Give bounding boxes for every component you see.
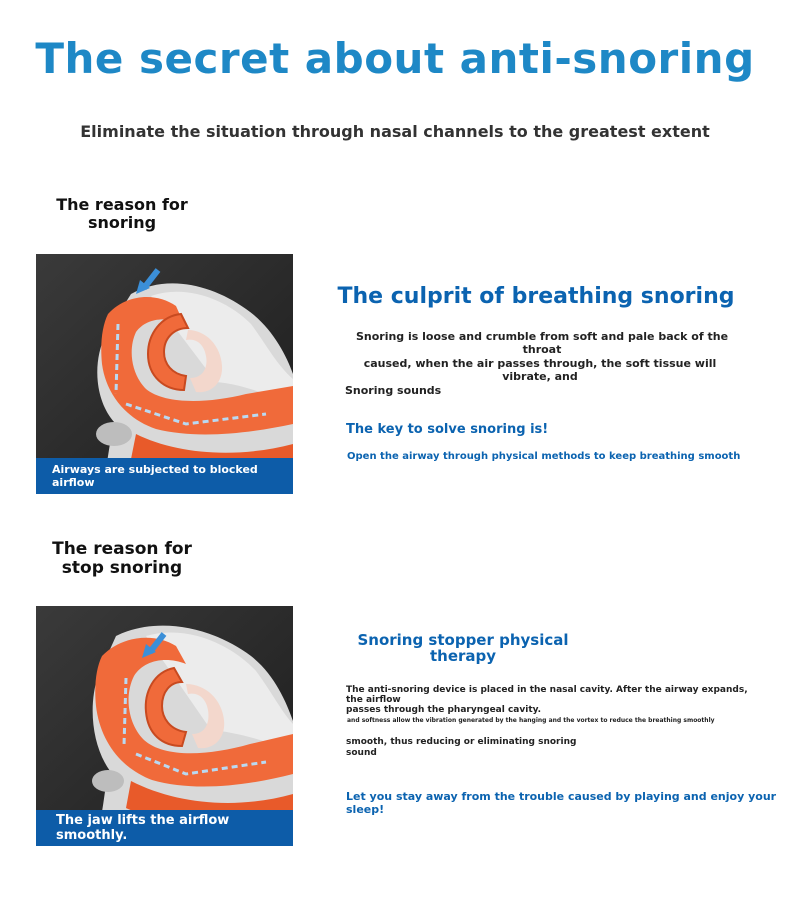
therapy-line-4: smooth, thus reducing or eliminating snoring [346, 737, 577, 747]
therapy-line-5: sound [346, 748, 377, 758]
snoring-anatomy-image [36, 254, 293, 494]
key-heading: The key to solve snoring is! [346, 422, 549, 437]
culprit-line-2: caused, when the air passes through, the soft tissue will vibrate, and [363, 357, 717, 383]
therapy-heading [350, 632, 576, 664]
image-caption-smooth: The jaw lifts the airflow smoothly. [36, 810, 293, 846]
therapy-heading-line1: Snoring stopper physical [357, 631, 569, 649]
section1-heading [27, 196, 217, 232]
section2-heading [27, 540, 217, 578]
page-subtitle: Eliminate the situation through nasal channels to the greatest extent [80, 122, 710, 141]
open-airway-image [36, 606, 293, 846]
section1-heading-line2: snoring [87, 213, 157, 232]
therapy-line-2: passes through the pharyngeal cavity. [346, 705, 542, 715]
section2-heading-line2: stop snoring [61, 558, 183, 578]
therapy-line-1: The anti-snoring device is placed in the nasal cavity. After the airway expands, the airflow [346, 685, 748, 705]
therapy-paragraph-1 [346, 685, 756, 715]
key-text: Open the airway through physical methods to keep breathing smooth [347, 451, 741, 462]
therapy-line-3: and softness allow the vibration generated by the hanging and the vortex to reduce the breathing smoothly [347, 717, 715, 724]
therapy-heading-line2: therapy [429, 647, 497, 665]
therapy-paragraph-2 [346, 737, 576, 759]
page-title: The secret about anti-snoring [35, 34, 755, 83]
image-caption-blocked: Airways are subjected to blocked airflow [36, 458, 293, 494]
section2-heading-line1: The reason for [52, 539, 192, 559]
culprit-line-3: Snoring sounds [345, 384, 442, 397]
culprit-heading: The culprit of breathing snoring [337, 284, 735, 309]
culprit-line-1: Snoring is loose and crumble from soft and pale back of the throat [355, 330, 729, 356]
closing-text: Let you stay away from the trouble caused by playing and enjoy your sleep! [346, 790, 777, 816]
section1-heading-line1: The reason for [56, 195, 188, 214]
